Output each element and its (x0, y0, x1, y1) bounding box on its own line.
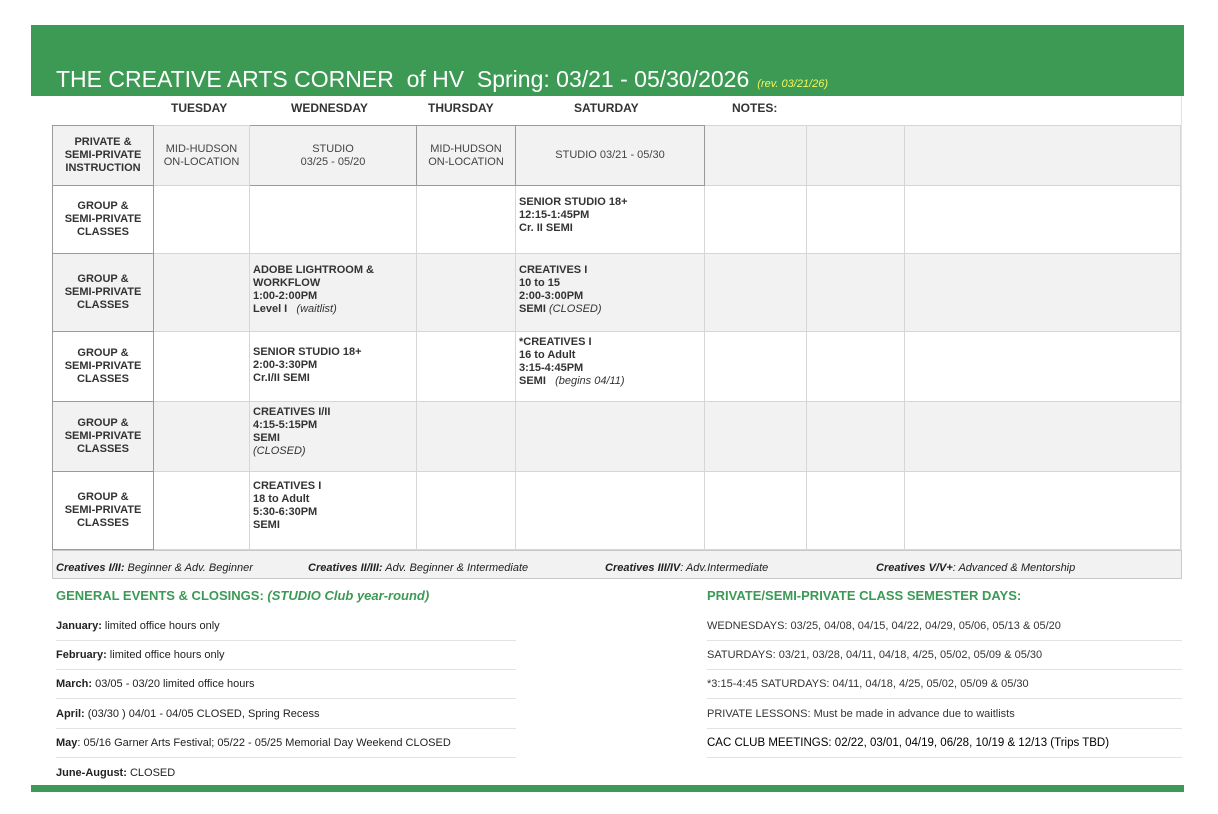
event-item (56, 708, 516, 729)
row-label-group (53, 254, 154, 332)
page-title (56, 66, 828, 93)
notes-cell (807, 472, 905, 550)
cell-line: STUDIO 03/21 - 05/30 (555, 149, 665, 161)
tuesday-cell (154, 186, 250, 254)
notes-cell (807, 186, 905, 254)
label-line: GROUP & (77, 347, 129, 359)
class-note: (CLOSED) (548, 303, 602, 315)
semester-item: *3:15-4:45 SATURDAYS: 04/11, 04/18, 4/25, 05/02, 05/09 & 05/30 (707, 678, 1182, 699)
group-class-row (53, 186, 1181, 254)
thursday-cell (417, 332, 516, 402)
class-line: 16 to Adult (519, 349, 576, 361)
legend-item (308, 562, 528, 574)
label-line: CLASSES (77, 226, 129, 238)
cell-line: STUDIO (312, 142, 354, 155)
saturday-class-cell (516, 186, 705, 254)
class-line: 1:00-2:00PM (253, 290, 318, 302)
event-item (56, 678, 516, 699)
class-line (519, 303, 701, 316)
class-line: ADOBE LIGHTROOM & (253, 264, 374, 276)
semester-item: PRIVATE LESSONS: Must be made in advance due to waitlists (707, 708, 1182, 729)
group-class-row (53, 402, 1181, 472)
table-right-border (1181, 96, 1182, 550)
event-text: (03/30 ) 04/01 - 04/05 CLOSED, Spring Recess (84, 708, 320, 720)
class-line: SEMI (253, 519, 280, 531)
saturday-class-cell (516, 472, 705, 550)
label-line: CLASSES (77, 517, 129, 529)
day-header-tuesday: TUESDAY (171, 101, 228, 115)
wednesday-class-cell (250, 186, 417, 254)
notes-cell (905, 332, 1181, 402)
class-line: SENIOR STUDIO 18+ (253, 346, 362, 358)
cell-line: MID-HUDSON (165, 142, 238, 155)
event-item (56, 767, 516, 787)
notes-cell (905, 254, 1181, 332)
class-line: Cr.I/II SEMI (253, 372, 310, 384)
event-item (56, 620, 516, 641)
class-line: *CREATIVES I (519, 336, 592, 348)
event-month: April: (56, 708, 85, 720)
thursday-private-cell (417, 126, 516, 186)
class-line: Cr. II SEMI (519, 222, 573, 234)
cell-line: MID-HUDSON (430, 142, 502, 155)
notes-cell (705, 186, 807, 254)
label-line: PRIVATE & (74, 136, 132, 148)
notes-cell (705, 126, 807, 186)
class-note: (CLOSED) (253, 445, 306, 457)
day-header-saturday: SATURDAY (574, 101, 639, 115)
tuesday-private-cell (154, 126, 250, 186)
wednesday-private-cell (250, 126, 417, 186)
event-text: CLOSED (126, 767, 176, 779)
label-line: CLASSES (77, 443, 129, 455)
label-line: GROUP & (77, 417, 129, 429)
row-label-private (53, 126, 154, 186)
row-label-group (53, 472, 154, 550)
label-line: SEMI-PRIVATE (64, 360, 142, 372)
day-header-thursday: THURSDAY (428, 101, 494, 115)
group-class-row (53, 332, 1181, 402)
thursday-cell (417, 402, 516, 472)
level-legend (52, 550, 1182, 579)
class-line: 5:30-6:30PM (253, 506, 318, 518)
event-text: limited office hours only (101, 620, 220, 632)
event-month: January: (56, 620, 102, 632)
label-line: GROUP & (77, 273, 129, 285)
label-line: SEMI-PRIVATE (64, 430, 142, 442)
class-line: 3:15-4:45PM (519, 362, 584, 374)
title-text: THE CREATIVE ARTS CORNER of HV Spring: 03/21 - 05/30/2026 (56, 66, 750, 92)
label-line: GROUP & (77, 200, 129, 212)
class-note: (waitlist) (296, 303, 337, 315)
class-line (253, 303, 413, 316)
event-item (56, 649, 516, 670)
class-note: (begins 04/11) (555, 375, 625, 387)
thursday-cell (417, 186, 516, 254)
day-header-notes: NOTES: (732, 101, 778, 115)
class-line: 10 to 15 (519, 277, 560, 289)
legend-desc: : Advanced & Mentorship (952, 562, 1076, 574)
event-item (56, 737, 516, 758)
label-line: SEMI-PRIVATE (64, 286, 142, 298)
legend-term: Creatives II/III: (308, 562, 383, 574)
label-line: CLASSES (77, 299, 129, 311)
saturday-class-cell (516, 332, 705, 402)
wednesday-class-cell (250, 472, 417, 550)
class-line: 4:15-5:15PM (253, 419, 318, 431)
thursday-cell (417, 254, 516, 332)
legend-desc: : Adv.Intermediate (680, 562, 769, 574)
legend-desc: Beginner & Adv. Beginner (124, 562, 253, 574)
class-line: 2:00-3:30PM (253, 359, 318, 371)
class-line (519, 375, 701, 388)
events-heading-text: GENERAL EVENTS & CLOSINGS: (56, 588, 268, 603)
tuesday-cell (154, 254, 250, 332)
group-class-row (53, 254, 1181, 332)
semester-heading: PRIVATE/SEMI-PRIVATE CLASS SEMESTER DAYS: (707, 588, 1022, 603)
semester-item: SATURDAYS: 03/21, 03/28, 04/11, 04/18, 4/25, 05/02, 05/09 & 05/30 (707, 649, 1182, 670)
thursday-cell (417, 472, 516, 550)
cell-line: ON-LOCATION (428, 155, 504, 168)
event-month: March: (56, 678, 93, 690)
semester-item: CAC CLUB MEETINGS: 02/22, 03/01, 04/19, 06/28, 10/19 & 12/13 (Trips TBD) (707, 737, 1182, 758)
cell-line: ON-LOCATION (163, 155, 240, 168)
notes-cell (705, 254, 807, 332)
class-type: SEMI (519, 375, 546, 387)
event-text: : 05/16 Garner Arts Festival; 05/22 - 05/25 Memorial Day Weekend CLOSED (77, 737, 451, 749)
events-heading (56, 588, 429, 603)
cell-line: 03/25 - 05/20 (300, 155, 366, 168)
class-line: 18 to Adult (253, 493, 310, 505)
revision-note: (rev. 03/21/26) (757, 78, 829, 90)
label-line: SEMI-PRIVATE (64, 149, 142, 161)
notes-cell (905, 402, 1181, 472)
events-heading-italic: (STUDIO Club year-round) (267, 588, 430, 603)
class-line: CREATIVES I/II (253, 406, 331, 418)
tuesday-cell (154, 332, 250, 402)
notes-cell (807, 332, 905, 402)
private-instruction-row (53, 126, 1181, 186)
class-type: SEMI (519, 303, 546, 315)
notes-cell (807, 126, 905, 186)
class-line: CREATIVES I (253, 480, 322, 492)
label-line: GROUP & (77, 491, 129, 503)
semester-item: WEDNESDAYS: 03/25, 04/08, 04/15, 04/22, 04/29, 05/06, 05/13 & 05/20 (707, 620, 1182, 641)
legend-term: Creatives I/II: (56, 562, 125, 574)
class-line: 2:00-3:00PM (519, 290, 584, 302)
notes-cell (905, 472, 1181, 550)
saturday-class-cell (516, 254, 705, 332)
event-month: May (56, 737, 78, 749)
notes-cell (905, 186, 1181, 254)
class-line: SEMI (253, 432, 280, 444)
class-line: SENIOR STUDIO 18+ (519, 196, 628, 208)
label-line: CLASSES (77, 373, 129, 385)
legend-item (56, 562, 253, 574)
notes-cell (807, 402, 905, 472)
wednesday-class-cell (250, 402, 417, 472)
notes-cell (705, 472, 807, 550)
day-header-wednesday: WEDNESDAY (291, 101, 368, 115)
notes-cell (705, 402, 807, 472)
label-line: SEMI-PRIVATE (64, 213, 142, 225)
label-line: SEMI-PRIVATE (64, 504, 142, 516)
row-label-group (53, 402, 154, 472)
event-month: February: (56, 649, 107, 661)
event-text: 03/05 - 03/20 limited office hours (92, 678, 255, 690)
notes-cell (807, 254, 905, 332)
class-level: Level I (253, 303, 288, 315)
saturday-private-cell (516, 126, 705, 186)
schedule-table (52, 125, 1181, 550)
saturday-class-cell (516, 402, 705, 472)
class-line: WORKFLOW (253, 277, 321, 289)
notes-cell (905, 126, 1181, 186)
row-label-group (53, 186, 154, 254)
legend-term: Creatives III/IV (605, 562, 681, 574)
class-line: 12:15-1:45PM (519, 209, 590, 221)
label-line: INSTRUCTION (65, 162, 141, 174)
wednesday-class-cell (250, 254, 417, 332)
wednesday-class-cell (250, 332, 417, 402)
event-month: June-August: (56, 767, 127, 779)
tuesday-cell (154, 402, 250, 472)
legend-item (876, 562, 1075, 574)
group-class-row (53, 472, 1181, 550)
notes-cell (705, 332, 807, 402)
class-line: CREATIVES I (519, 264, 588, 276)
event-text: limited office hours only (106, 649, 225, 661)
legend-item (605, 562, 768, 574)
footer-bar (31, 785, 1184, 792)
row-label-group (53, 332, 154, 402)
legend-term: Creatives V/V+ (876, 562, 953, 574)
tuesday-cell (154, 472, 250, 550)
legend-desc: Adv. Beginner & Intermediate (382, 562, 529, 574)
